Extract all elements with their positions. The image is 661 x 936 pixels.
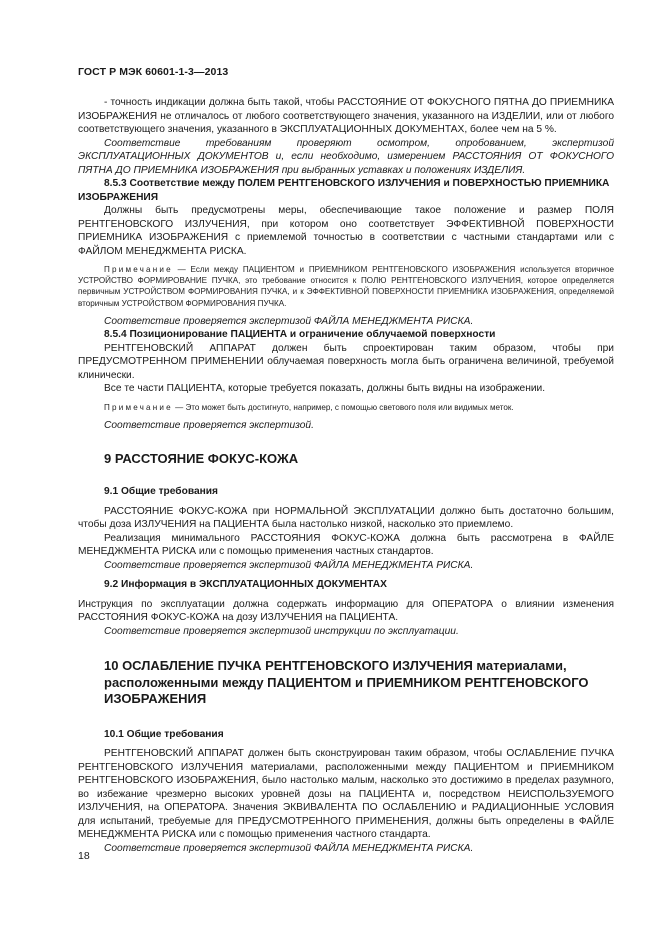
page-body <box>78 96 614 855</box>
compliance-paragraph: Соответствие проверяется экспертизой. <box>104 420 314 432</box>
section-9-heading: 9 РАССТОЯНИЕ ФОКУС-КОЖА <box>104 450 299 466</box>
clause-8-5-4-heading: 8.5.4 Позиционирование ПАЦИЕНТА и ограничение облучаемой поверхности <box>104 329 496 341</box>
clause-9-1-heading: 9.1 Общие требования <box>104 486 218 498</box>
note-text: — Если между ПАЦИЕНТОМ и ПРИЕМНИКОМ РЕНТГЕНОВСКОГО ИЗОБРАЖЕНИЯ используется вторичное УСТРОЙСТВО ФОРМИРОВАНИЕ ПУЧКА, это требование относится к ПОЛЮ РЕНТГЕНОВСКОГО ИЗЛУЧЕНИЯ, которое определяется первичным УСТРОЙСТВОМ ФОРМИРОВАНИЯ ПУЧКА, и к ЭФФЕКТИВНОЙ ПОВЕРХНОСТИ ПРИЕМНИКА ИЗОБРАЖЕНИЯ, определяемой вторичным УСТРОЙСТВОМ ФОРМИРОВАНИЯ ПУЧКА. <box>78 265 614 308</box>
paragraph: РАССТОЯНИЕ ФОКУС-КОЖА при НОРМАЛЬНОЙ ЭКСПЛУАТАЦИИ должно быть достаточно большим, чтобы доза ИЗЛУЧЕНИЯ на ПАЦИЕНТА была настолько низкой, насколько это приемлемо. <box>78 505 614 531</box>
compliance-paragraph: Соответствие проверяется экспертизой ФАЙЛА МЕНЕДЖМЕНТА РИСКА. <box>104 842 474 854</box>
section-10-heading: 10 ОСЛАБЛЕНИЕ ПУЧКА РЕНТГЕНОВСКОГО ИЗЛУЧЕНИЯ материалами, расположенными между ПАЦИЕНТОМ и ПРИЕМНИКОМ РЕНТГЕНОВСКОГО ИЗОБРАЖЕНИЯ <box>104 658 589 707</box>
paragraph: Должны быть предусмотрены меры, обеспечивающие такое положение и размер ПОЛЯ РЕНТГЕНОВСКОГО ИЗЛУЧЕНИЯ, при котором оно соответствует ЭФФЕКТИВНОЙ ПОВЕРХНОСТИ ПРИЕМНИКА ИЗОБРАЖЕНИЯ с приемлемой точностью в соответствии с частными стандартами или с ФАЙЛОМ МЕНЕДЖМЕНТА РИСКА. <box>78 205 614 257</box>
paragraph: Все те части ПАЦИЕНТА, которые требуется показать, должны быть видны на изображении. <box>104 383 546 395</box>
document-header: ГОСТ Р МЭК 60601-1-3—2013 <box>78 66 229 78</box>
clause-8-5-3-heading: 8.5.3 Соответствие между ПОЛЕМ РЕНТГЕНОВСКОГО ИЗЛУЧЕНИЯ и ПОВЕРХНОСТЬЮ ПРИЕМНИКА ИЗОБРАЖЕНИЯ <box>78 178 610 203</box>
compliance-paragraph: Соответствие проверяется экспертизой инструкции по эксплуатации. <box>104 625 459 637</box>
note-label: Примечание <box>104 402 173 412</box>
paragraph: РЕНТГЕНОВСКИЙ АППАРАТ должен быть спроектирован таким образом, чтобы при ПРЕДУСМОТРЕННОМ ПРИМЕНЕНИИ облучаемая поверхность могла быть ограничена величиной, требуемой клинически. <box>78 342 614 381</box>
note <box>78 264 614 309</box>
paragraph: Инструкция по эксплуатации должна содержать информацию для ОПЕРАТОРА о влиянии изменения РАССТОЯНИЯ ФОКУС-КОЖА на дозу ИЗЛУЧЕНИЯ на ПАЦИЕНТА. <box>78 598 614 624</box>
note <box>78 402 614 413</box>
paragraph: Реализация минимального РАССТОЯНИЯ ФОКУС-КОЖА должна быть рассмотрена в ФАЙЛЕ МЕНЕДЖМЕНТА РИСКА или с помощью применения частных стандартов. <box>78 532 614 558</box>
note-label: Примечание <box>104 265 173 274</box>
page-number: 18 <box>78 850 90 862</box>
clause-9-2-heading: 9.2 Информация в ЭКСПЛУАТАЦИОННЫХ ДОКУМЕНТАХ <box>104 579 387 591</box>
compliance-paragraph: Соответствие проверяется экспертизой ФАЙЛА МЕНЕДЖМЕНТА РИСКА. <box>104 315 474 327</box>
paragraph: - точность индикации должна быть такой, чтобы РАССТОЯНИЕ ОТ ФОКУСНОГО ПЯТНА ДО ПРИЕМНИКА ИЗОБРАЖЕНИЯ не отличалось от любого соответствующего значения, указанного на ИЗДЕЛИИ, или от любого соответствующего значения, указанного в ЭКСПЛУАТАЦИОННЫХ ДОКУМЕНТАХ, более чем на 5 %. <box>78 97 614 135</box>
compliance-paragraph: Соответствие требованиям проверяют осмотром, опробованием, экспертизой ЭКСПЛУАТАЦИОННЫХ ДОКУМЕНТОВ и, если необходимо, измерением РАССТОЯНИЯ ОТ ФОКУСНОГО ПЯТНА ДО ПРИЕМНИКА ИЗОБРАЖЕНИЯ при выбранных уставках и положениях ИЗДЕЛИЯ. <box>78 137 614 176</box>
clause-10-1-heading: 10.1 Общие требования <box>104 728 224 740</box>
note-text: — Это может быть достигнуто, например, с помощью светового поля или видимых меток. <box>172 402 514 412</box>
compliance-paragraph: Соответствие проверяется экспертизой ФАЙЛА МЕНЕДЖМЕНТА РИСКА. <box>104 559 474 571</box>
paragraph: РЕНТГЕНОВСКИЙ АППАРАТ должен быть сконструирован таким образом, чтобы ОСЛАБЛЕНИЕ ПУЧКА РЕНТГЕНОВСКОГО ИЗЛУЧЕНИЯ материалами, расположенными между ПАЦИЕНТОМ и ПРИЕМНИКОМ РЕНТГЕНОВСКОГО ИЗОБРАЖЕНИЯ, было настолько малым, насколько это достижимо в пределах разумного, во избежание чрезмерно высоких уровней дозы на ПАЦИЕНТА и, посредством НЕИСПОЛЬЗУЕМОГО ИЗЛУЧЕНИЯ, на ОПЕРАТОРА. Значения ЭКВИВАЛЕНТА ПО ОСЛАБЛЕНИЮ и РАДИАЦИОННЫЕ УСЛОВИЯ для испытаний, требуемые для ПРЕДУСМОТРЕННОГО ПРИМЕНЕНИЯ, должны быть определены в ФАЙЛЕ МЕНЕДЖМЕНТА РИСКА или с помощью применения частного стандарта. <box>78 748 614 841</box>
